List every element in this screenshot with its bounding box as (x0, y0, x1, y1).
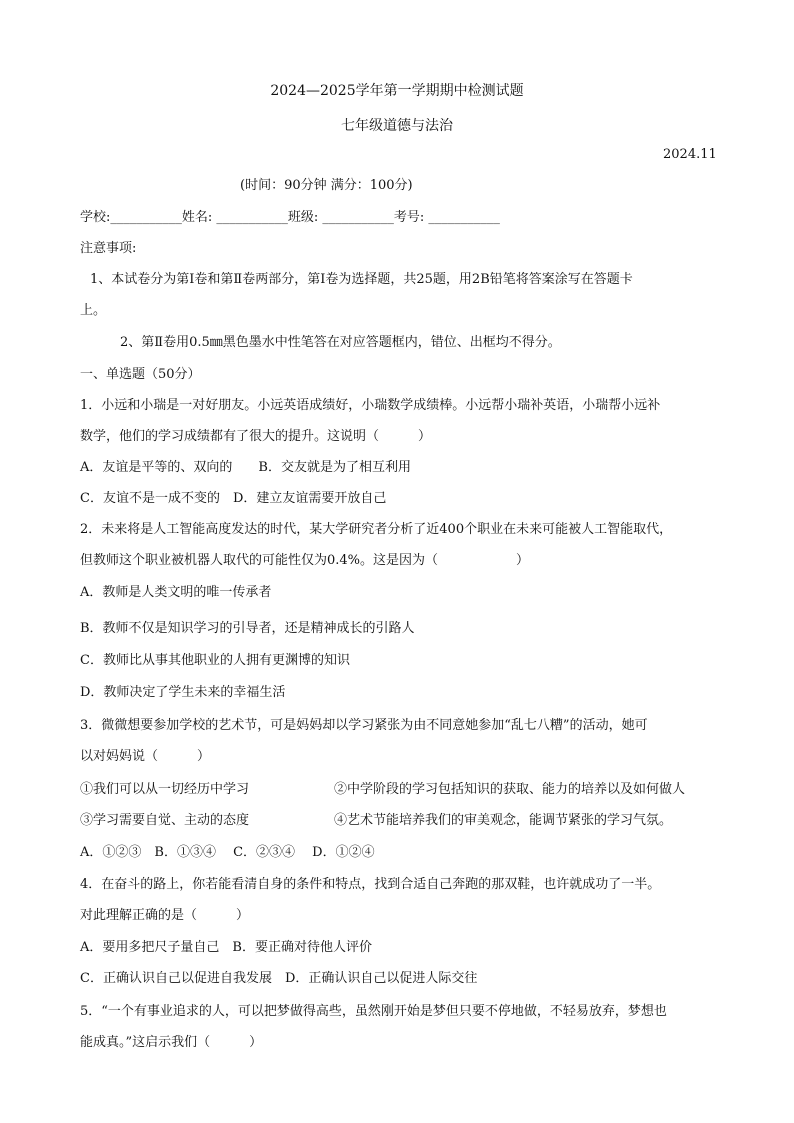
question-stem-cont: 以对妈妈说（ ） (80, 749, 211, 764)
time-score-info: (时间：90分钟 满分：100分) (240, 178, 413, 193)
question-options: A．要用多把尺子量自己 B．要正确对待他人评价 (80, 940, 372, 955)
exam-subject: 七年级道德与法治 (341, 118, 453, 134)
question-stem: 1．小远和小瑞是一对好朋友。小远英语成绩好，小瑞数学成绩棒。小远帮小瑞补英语，小瑞帮小远补 (80, 398, 661, 413)
exam-title: 2024—2025学年第一学期期中检测试题 (270, 83, 524, 99)
question-stem: 4．在奋斗的路上，你若能看清自身的条件和特点，找到合适自己奔跑的那双鞋，也许就成功了一半。 (80, 877, 661, 892)
statement-3: ③学习需要自觉、主动的态度 (80, 813, 250, 828)
student-info-line: 学校:___________姓名: ___________班级: ___________考号: ___________ (80, 210, 500, 225)
question-options: A．①②③ B．①③④ C．②③④ D．①②④ (80, 845, 375, 860)
option-b: B．教师不仅是知识学习的引导者，还是精神成长的引路人 (80, 621, 415, 636)
question-stem: 3．微微想要参加学校的艺术节，可是妈妈却以学习紧张为由不同意她参加“乱七八糟”的活动，她可 (80, 718, 648, 733)
question-stem-cont: 能成真。”这启示我们（ ） (80, 1035, 263, 1050)
option-d: D．教师决定了学生未来的幸福生活 (80, 685, 286, 700)
question-stem: 2．未来将是人工智能高度发达的时代，某大学研究者分析了近400个职业在未来可能被人工智能取代， (80, 522, 673, 537)
question-stem-cont: 对此理解正确的是（ ） (80, 908, 250, 923)
question-options: A．友谊是平等的、双向的 B．交友就是为了相互利用 (80, 460, 411, 475)
statement-2: ②中学阶段的学习包括知识的获取、能力的培养以及如何做人 (334, 782, 686, 797)
statement-4: ④艺术节能培养我们的审美观念，能调节紧张的学习气氛。 (334, 813, 673, 828)
option-a: A．教师是人类文明的唯一传承者 (80, 585, 272, 600)
question-stem-cont: 数学，他们的学习成绩都有了很大的提升。这说明（ ） (80, 429, 432, 444)
statement-1: ①我们可以从一切经历中学习 (80, 782, 250, 797)
option-c: C．教师比从事其他职业的人拥有更渊博的知识 (80, 653, 350, 668)
note-item-1-cont: 上。 (80, 303, 107, 318)
note-item-1: 1、本试卷分为第Ⅰ卷和第Ⅱ卷两部分，第Ⅰ卷为选择题，共25题，用2B铅笔将答案涂写在答题卡 (90, 272, 633, 287)
question-stem-cont: 但教师这个职业被机器人取代的可能性仅为0.4%。这是因为（ ） (80, 553, 530, 568)
exam-date: 2024.11 (663, 147, 717, 162)
question-stem: 5．“一个有事业追求的人，可以把梦做得高些，虽然刚开始是梦但只要不停地做，不轻易放弃，梦想也 (80, 1004, 667, 1019)
note-item-2: 2、第Ⅱ卷用0.5㎜黑色墨水中性笔答在对应答题框内，错位、出框均不得分。 (120, 335, 561, 350)
question-options: C．友谊不是一成不变的 D．建立友谊需要开放自己 (80, 491, 387, 506)
section-title: 一、单选题（50分） (80, 367, 201, 382)
question-options: C．正确认识自己以促进自我发展 D．正确认识自己以促进人际交往 (80, 971, 478, 986)
notes-heading: 注意事项: (80, 241, 137, 256)
